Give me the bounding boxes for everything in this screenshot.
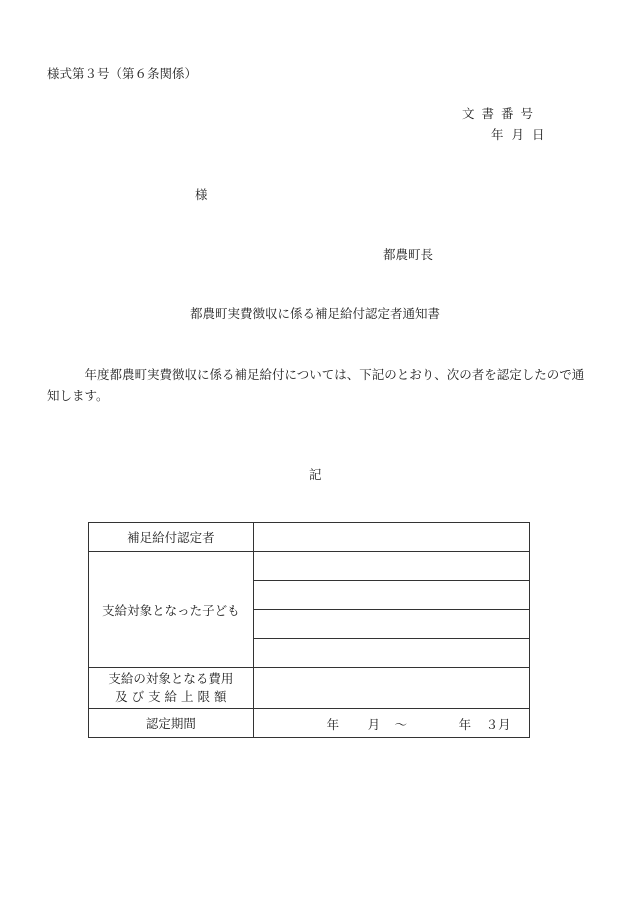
period-start-year: 年 (326, 717, 340, 732)
recipient-label: 補足給付認定者 (89, 523, 254, 552)
cost-label-line1: 支給の対象となる費用 (108, 671, 234, 686)
table-row (89, 709, 530, 738)
period-end-month: ３月 (485, 717, 511, 732)
table-row (89, 668, 530, 709)
table-row (89, 523, 530, 552)
period-label: 認定期間 (89, 709, 254, 738)
cost-value (253, 668, 529, 709)
period-start-month: 月 (367, 717, 381, 732)
cost-label (89, 668, 254, 709)
date-label: 年 月 日 (491, 127, 547, 142)
addressee-suffix: 様 (195, 187, 208, 202)
cost-label-line2: 及 び 支 給 上 限 額 (115, 689, 227, 704)
document-title: 都農町実費徴収に係る補足給付認定者通知書 (189, 306, 440, 321)
recipient-value (253, 523, 529, 552)
document-number-label: 文書番号 (462, 106, 541, 121)
period-end-year: 年 (458, 717, 472, 732)
child-label: 支給対象となった子ども (89, 552, 254, 668)
child-value-3 (253, 610, 529, 639)
issuer-name: 都農町長 (383, 247, 434, 262)
form-number: 様式第３号（第６条関係） (47, 66, 198, 81)
child-value-4 (253, 639, 529, 668)
period-tilde: ～ (394, 717, 408, 732)
certification-table (88, 522, 530, 738)
ki-heading: 記 (309, 467, 322, 482)
table-row (89, 552, 530, 581)
period-value (253, 709, 529, 738)
child-value-2 (253, 581, 529, 610)
body-text: 年度都農町実費徴収に係る補足給付については、下記のとおり、次の者を認定したので通知します。 (47, 367, 585, 403)
child-value-1 (253, 552, 529, 581)
